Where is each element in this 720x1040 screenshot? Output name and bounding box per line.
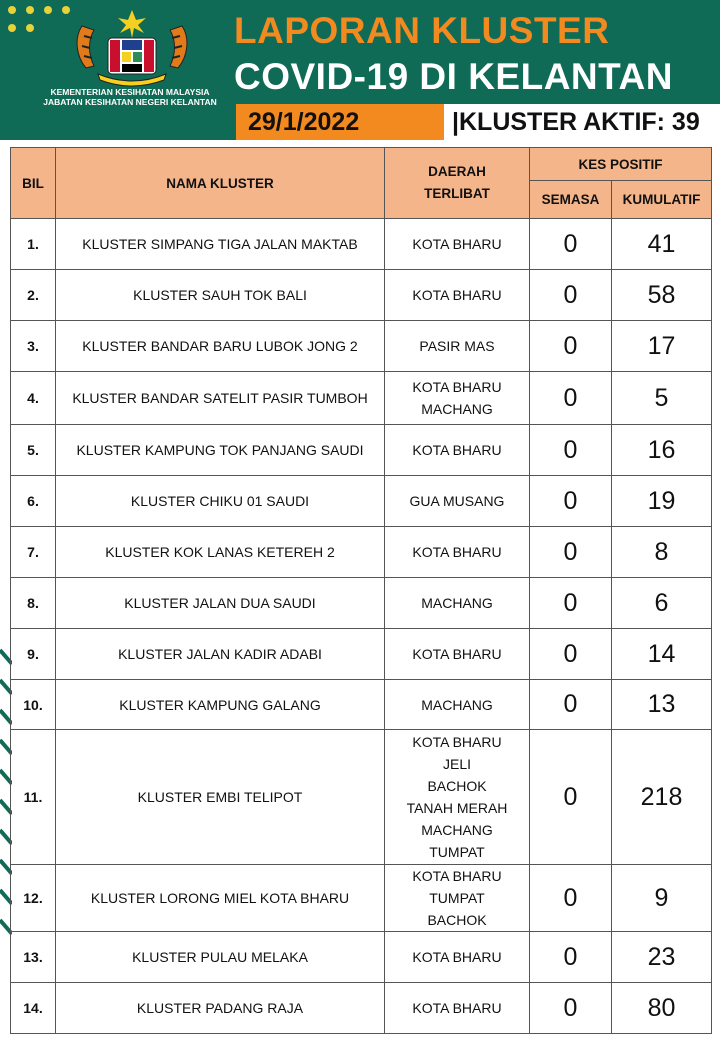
cell-kumulatif: 218	[612, 730, 712, 865]
cell-daerah	[385, 527, 530, 578]
table-row	[11, 730, 712, 865]
cell-nama-kluster: KLUSTER PADANG RAJA	[56, 983, 385, 1034]
cell-kumulatif: 9	[612, 865, 712, 932]
daerah-item: TUMPAT	[429, 890, 485, 906]
cell-bil: 7.	[11, 527, 56, 578]
active-cluster-count: |KLUSTER AKTIF: 39	[444, 104, 720, 140]
cell-bil: 9.	[11, 629, 56, 680]
cell-daerah	[385, 983, 530, 1034]
cell-semasa: 0	[530, 321, 612, 372]
cell-kumulatif: 80	[612, 983, 712, 1034]
table-row	[11, 578, 712, 629]
header-bil: BIL	[11, 148, 56, 219]
department-name: JABATAN KESIHATAN NEGERI KELANTAN	[43, 97, 217, 107]
table-row	[11, 372, 712, 425]
table-row	[11, 865, 712, 932]
cell-bil: 1.	[11, 219, 56, 270]
daerah-item: MACHANG	[421, 822, 493, 838]
cell-kumulatif: 8	[612, 527, 712, 578]
cell-daerah	[385, 578, 530, 629]
daerah-item: PASIR MAS	[419, 338, 495, 354]
cell-bil: 3.	[11, 321, 56, 372]
cell-daerah	[385, 932, 530, 983]
header-kes-positif: KES POSITIF	[530, 148, 712, 181]
table-row	[11, 321, 712, 372]
cell-semasa: 0	[530, 983, 612, 1034]
daerah-item: TANAH MERAH	[406, 800, 508, 816]
daerah-item: BACHOK	[427, 912, 487, 928]
cell-daerah	[385, 425, 530, 476]
cell-daerah	[385, 372, 530, 425]
cell-nama-kluster: KLUSTER PULAU MELAKA	[56, 932, 385, 983]
cell-nama-kluster: KLUSTER JALAN KADIR ADABI	[56, 629, 385, 680]
cell-kumulatif: 58	[612, 270, 712, 321]
cell-kumulatif: 13	[612, 680, 712, 730]
cell-kumulatif: 16	[612, 425, 712, 476]
cell-nama-kluster: KLUSTER KAMPUNG GALANG	[56, 680, 385, 730]
cell-kumulatif: 6	[612, 578, 712, 629]
table-row	[11, 425, 712, 476]
table-row	[11, 527, 712, 578]
cell-bil: 12.	[11, 865, 56, 932]
cell-semasa: 0	[530, 932, 612, 983]
cell-daerah	[385, 629, 530, 680]
header-semasa: SEMASA	[530, 181, 612, 219]
header-daerah: DAERAH TERLIBAT	[385, 148, 530, 219]
table-row	[11, 629, 712, 680]
table-row	[11, 680, 712, 730]
daerah-item: KOTA BHARU	[412, 236, 502, 252]
daerah-item: BACHOK	[427, 778, 487, 794]
cell-nama-kluster: KLUSTER BANDAR BARU LUBOK JONG 2	[56, 321, 385, 372]
cell-nama-kluster: KLUSTER SIMPANG TIGA JALAN MAKTAB	[56, 219, 385, 270]
table-row	[11, 983, 712, 1034]
daerah-item: KOTA BHARU	[412, 949, 502, 965]
cell-semasa: 0	[530, 476, 612, 527]
cell-semasa: 0	[530, 425, 612, 476]
table-row	[11, 476, 712, 527]
cell-bil: 5.	[11, 425, 56, 476]
cell-daerah	[385, 270, 530, 321]
cell-kumulatif: 41	[612, 219, 712, 270]
cell-nama-kluster: KLUSTER JALAN DUA SAUDI	[56, 578, 385, 629]
cell-bil: 8.	[11, 578, 56, 629]
cell-nama-kluster: KLUSTER SAUH TOK BALI	[56, 270, 385, 321]
daerah-item: KOTA BHARU	[412, 379, 502, 395]
cell-daerah	[385, 865, 530, 932]
cell-kumulatif: 23	[612, 932, 712, 983]
table-row	[11, 932, 712, 983]
cell-nama-kluster: KLUSTER LORONG MIEL KOTA BHARU	[56, 865, 385, 932]
daerah-item: MACHANG	[421, 696, 493, 713]
daerah-item: KOTA BHARU	[412, 646, 502, 662]
report-header	[0, 0, 720, 140]
cell-nama-kluster: KLUSTER CHIKU 01 SAUDI	[56, 476, 385, 527]
cell-bil: 10.	[11, 680, 56, 730]
cell-daerah	[385, 476, 530, 527]
header-nama-kluster: NAMA KLUSTER	[56, 148, 385, 219]
cell-semasa: 0	[530, 578, 612, 629]
cell-kumulatif: 17	[612, 321, 712, 372]
daerah-item: TUMPAT	[429, 844, 485, 860]
cell-nama-kluster: KLUSTER EMBI TELIPOT	[56, 730, 385, 865]
cell-kumulatif: 14	[612, 629, 712, 680]
cluster-table	[10, 147, 712, 1034]
daerah-item: JELI	[442, 756, 471, 772]
cell-daerah	[385, 321, 530, 372]
report-date: 29/1/2022	[236, 104, 444, 140]
cell-semasa: 0	[530, 730, 612, 865]
cell-kumulatif: 19	[612, 476, 712, 527]
daerah-item: GUA MUSANG	[409, 493, 505, 509]
cell-semasa: 0	[530, 680, 612, 730]
malaysia-coat-of-arms-icon	[68, 8, 196, 88]
cell-semasa: 0	[530, 372, 612, 425]
cell-daerah	[385, 219, 530, 270]
cell-semasa: 0	[530, 865, 612, 932]
header-kumulatif: KUMULATIF	[612, 181, 712, 219]
cell-semasa: 0	[530, 219, 612, 270]
cell-semasa: 0	[530, 270, 612, 321]
cell-nama-kluster: KLUSTER BANDAR SATELIT PASIR TUMBOH	[56, 372, 385, 425]
cell-nama-kluster: KLUSTER KOK LANAS KETEREH 2	[56, 527, 385, 578]
cell-bil: 13.	[11, 932, 56, 983]
daerah-item: KOTA BHARU	[412, 868, 502, 884]
daerah-item: KOTA BHARU	[412, 544, 502, 560]
daerah-item: KOTA BHARU	[412, 1000, 502, 1016]
table-row	[11, 219, 712, 270]
daerah-item: MACHANG	[421, 595, 493, 611]
cell-bil: 4.	[11, 372, 56, 425]
table-row	[11, 270, 712, 321]
cell-semasa: 0	[530, 527, 612, 578]
cell-bil: 11.	[11, 730, 56, 865]
daerah-item: KOTA BHARU	[412, 287, 502, 303]
page-subtitle: COVID-19 DI KELANTAN	[234, 56, 673, 97]
cell-nama-kluster: KLUSTER KAMPUNG TOK PANJANG SAUDI	[56, 425, 385, 476]
cell-daerah	[385, 730, 530, 865]
cell-bil: 2.	[11, 270, 56, 321]
page-title: LAPORAN KLUSTER	[234, 10, 610, 51]
daerah-item: MACHANG	[421, 401, 493, 417]
cell-daerah	[385, 680, 530, 730]
daerah-item: KOTA BHARU	[412, 442, 502, 458]
cell-kumulatif: 5	[612, 372, 712, 425]
cell-semasa: 0	[530, 629, 612, 680]
daerah-item: KOTA BHARU	[412, 734, 502, 750]
ministry-name: KEMENTERIAN KESIHATAN MALAYSIA	[50, 87, 210, 97]
cell-bil: 6.	[11, 476, 56, 527]
cell-bil: 14.	[11, 983, 56, 1034]
